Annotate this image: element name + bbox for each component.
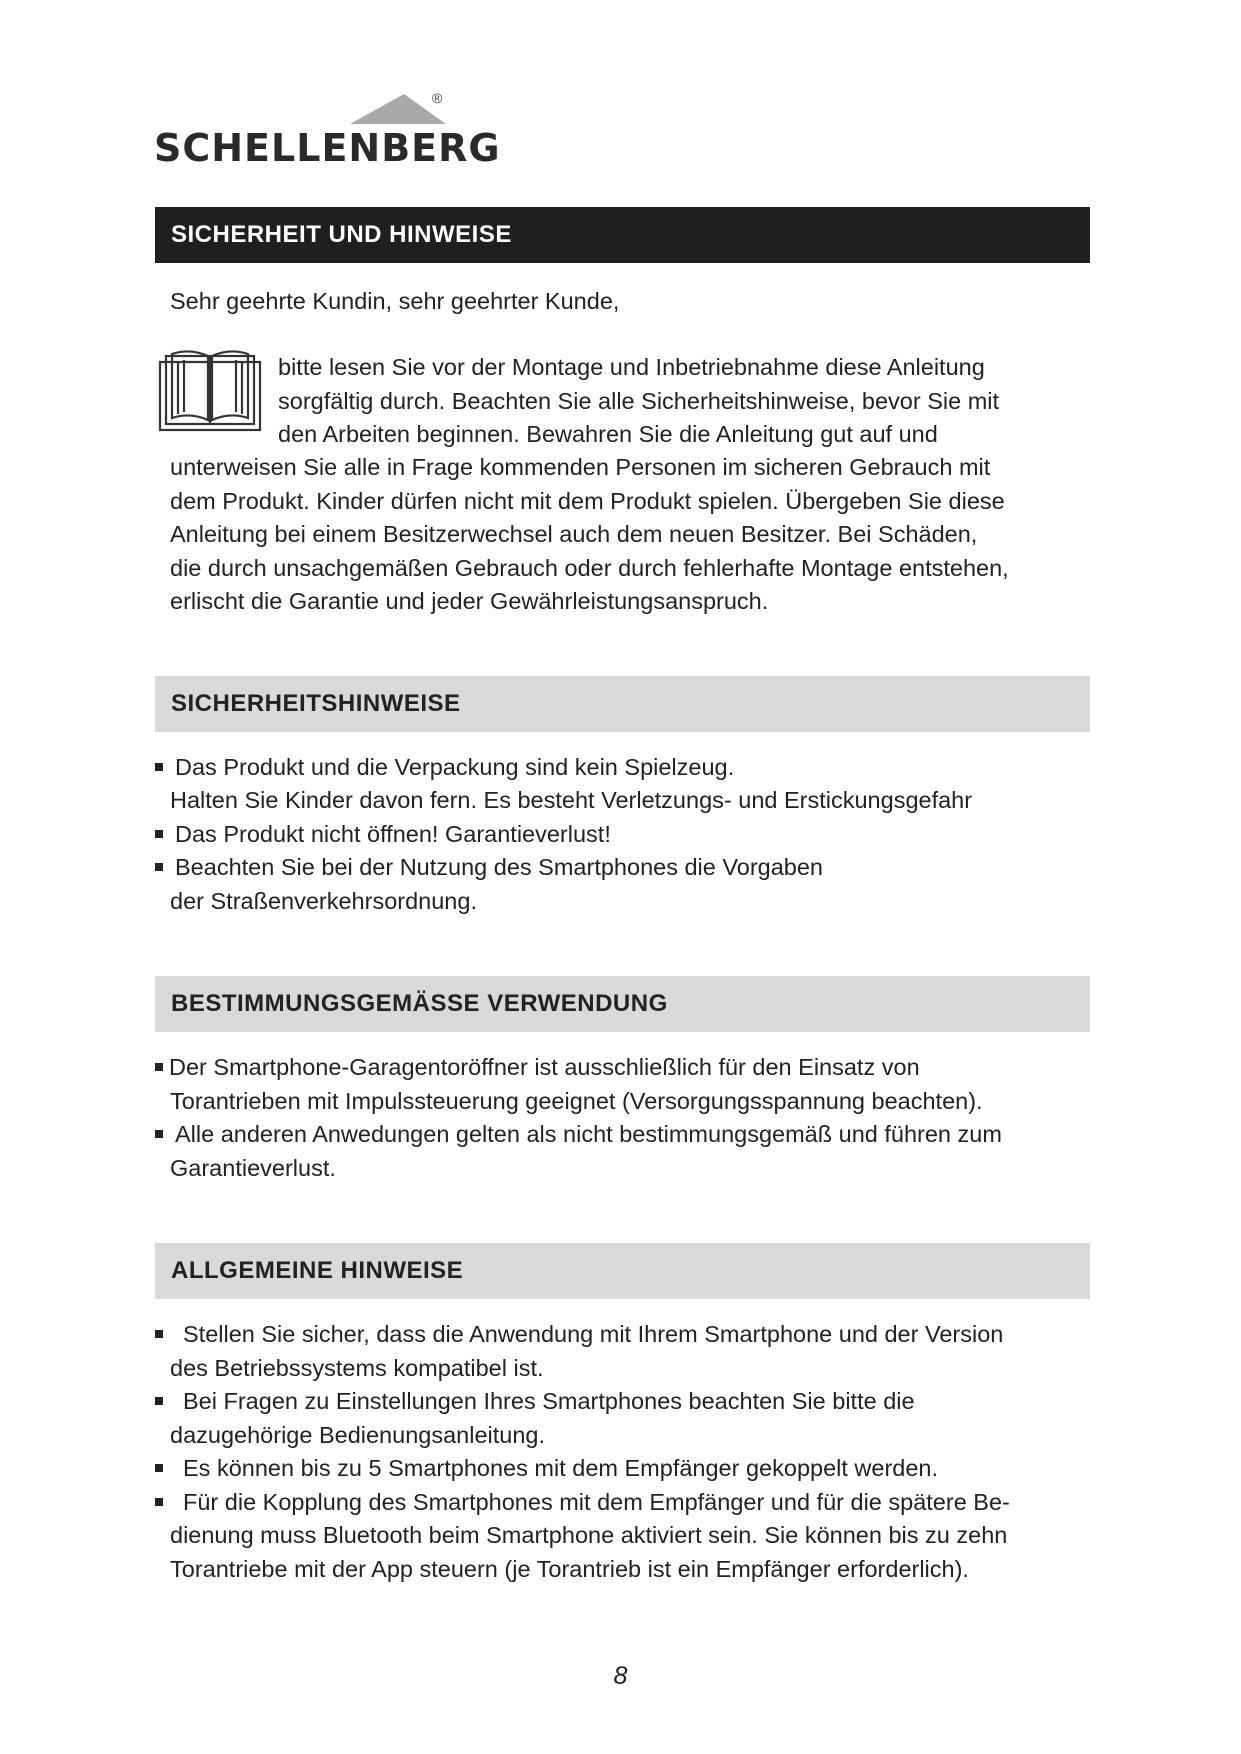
bullet-item: Beachten Sie bei der Nutzung des Smartphones die Vorgaben <box>155 851 823 885</box>
bullet-item: Das Produkt und die Verpackung sind kein Spielzeug. <box>155 751 734 785</box>
bullet-marker <box>155 830 163 838</box>
bullet-continuation: Garantieverlust. <box>170 1155 336 1181</box>
bullet-item: Für die Kopplung des Smartphones mit dem Empfänger und für die spätere Be- <box>155 1486 1010 1520</box>
page-number: 8 <box>613 1662 628 1690</box>
greeting: Sehr geehrte Kundin, sehr geehrter Kunde, <box>170 288 620 314</box>
brand-logo <box>154 90 501 180</box>
intro-line: unterweisen Sie alle in Frage kommenden Personen im sicheren Gebrauch mit <box>170 454 991 480</box>
intro-line: den Arbeiten beginnen. Bewahren Sie die Anleitung gut auf und <box>278 421 938 447</box>
bullet-continuation: des Betriebssystems kompatibel ist. <box>170 1355 544 1381</box>
intro-line: erlischt die Garantie und jeder Gewährleistungsanspruch. <box>170 588 769 614</box>
bullet-continuation: Halten Sie Kinder davon fern. Es besteht Verletzungs- und Erstickungsgefahr <box>170 787 973 813</box>
bullet-marker <box>155 1464 163 1472</box>
bullet-continuation: Torantriebe mit der App steuern (je Torantrieb ist ein Empfänger erforderlich). <box>170 1556 969 1582</box>
registered-mark: ® <box>432 90 443 106</box>
bullet-item: Alle anderen Anwedungen gelten als nicht bestimmungsgemäß und führen zum <box>155 1118 1002 1152</box>
bullet-continuation: dienung muss Bluetooth beim Smartphone aktiviert sein. Sie können bis zu zehn <box>170 1522 1008 1548</box>
section-title-safety: SICHERHEIT UND HINWEISE <box>155 207 1090 263</box>
bullet-marker <box>155 1063 163 1071</box>
intro-line: sorgfältig durch. Beachten Sie alle Sicherheitshinweise, bevor Sie mit <box>278 388 1000 414</box>
bullet-continuation: der Straßenverkehrsordnung. <box>170 888 477 914</box>
bullet-marker <box>155 1130 163 1138</box>
section-title-intended-use: BESTIMMUNGSGEMÄSSE VERWENDUNG <box>155 976 1090 1032</box>
bullet-marker <box>155 1397 163 1405</box>
bullet-item: Das Produkt nicht öffnen! Garantieverlust! <box>155 818 611 852</box>
bullet-marker <box>155 763 163 771</box>
bullet-item: Stellen Sie sicher, dass die Anwendung mit Ihrem Smartphone und der Version <box>155 1318 1003 1352</box>
bullet-marker <box>155 1498 163 1506</box>
intro-line: die durch unsachgemäßen Gebrauch oder durch fehlerhafte Montage entstehen, <box>170 555 1009 581</box>
intro-line: dem Produkt. Kinder dürfen nicht mit dem Produkt spielen. Übergeben Sie diese <box>170 488 1005 514</box>
bullet-item: Es können bis zu 5 Smartphones mit dem Empfänger gekoppelt werden. <box>155 1452 938 1486</box>
bullet-item: Der Smartphone-Garagentoröffner ist ausschließlich für den Einsatz von <box>155 1051 920 1085</box>
bullet-continuation: dazugehörige Bedienungsanleitung. <box>170 1422 546 1448</box>
bullet-continuation: Torantrieben mit Impulssteuerung geeignet (Versorgungsspannung beachten). <box>170 1088 983 1114</box>
open-book-icon <box>158 350 262 432</box>
brand-name: SCHELLENBERG <box>154 126 501 170</box>
bullet-marker <box>155 1330 163 1338</box>
bullet-item: Bei Fragen zu Einstellungen Ihres Smartphones beachten Sie bitte die <box>155 1385 915 1419</box>
bullet-marker <box>155 863 163 871</box>
section-title-general-notes: ALLGEMEINE HINWEISE <box>155 1243 1090 1299</box>
intro-line: Anleitung bei einem Besitzerwechsel auch dem neuen Besitzer. Bei Schäden, <box>170 521 978 547</box>
intro-line: bitte lesen Sie vor der Montage und Inbetriebnahme diese Anleitung <box>278 354 985 380</box>
section-title-safety-notes: SICHERHEITSHINWEISE <box>155 676 1090 732</box>
